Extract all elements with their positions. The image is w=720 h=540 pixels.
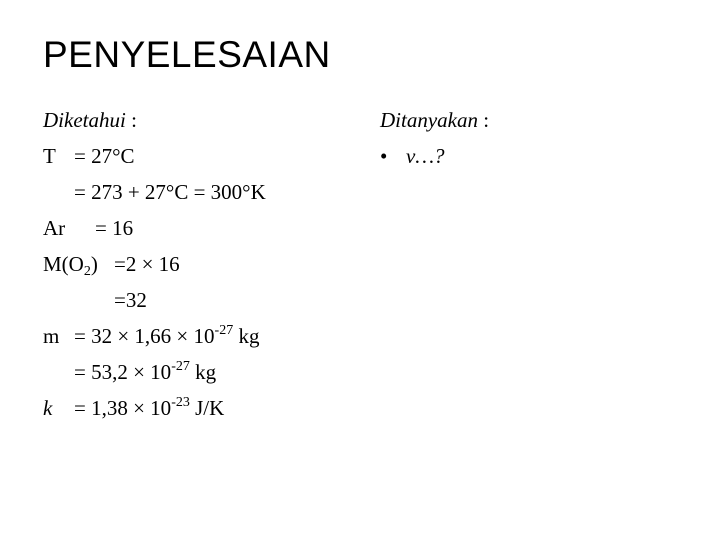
known-heading-row (43, 102, 137, 138)
boltzmann-unit: J/K (189, 396, 225, 420)
molecule-mass-result (74, 354, 216, 390)
temperature-conversion: = 273 + 27°C = 300°K (74, 180, 266, 204)
molar-mass-symbol (43, 246, 98, 282)
boltzmann-exponent: -23 (171, 395, 190, 410)
molecule-mass-value (74, 318, 259, 354)
temperature-row (43, 138, 137, 174)
molecule-mass-symbol: m (43, 324, 60, 348)
temperature-symbol: T (43, 144, 56, 168)
molecule-mass-prefix: = 32 × 1,66 × 10 (74, 324, 215, 348)
boltzmann-row (43, 390, 225, 426)
molecule-mass-unit: kg (233, 324, 260, 348)
atomic-mass-row (43, 210, 137, 246)
atomic-mass-symbol: Ar (43, 216, 66, 240)
asked-heading-row (380, 102, 489, 138)
molar-mass-row (43, 246, 180, 282)
molecule-mass-result-unit: kg (189, 360, 217, 384)
asked-section (380, 102, 489, 174)
molecule-mass-exponent: -27 (214, 323, 234, 338)
temperature-value: = 27°C (74, 144, 135, 168)
known-colon: : (131, 108, 137, 132)
molar-mass-result: =32 (114, 288, 147, 312)
molecule-mass-result-row (43, 354, 217, 390)
temperature-conversion-row (43, 174, 266, 210)
bullet-icon: • (380, 144, 388, 168)
molar-mass-subscript: 2 (83, 264, 91, 279)
boltzmann-value (74, 390, 224, 426)
molar-mass-result-row (43, 282, 147, 318)
asked-heading: Ditanyakan (380, 108, 478, 132)
molar-mass-symbol-suffix: ) (90, 252, 98, 276)
molecule-mass-result-exponent: -27 (171, 359, 190, 374)
boltzmann-prefix: = 1,38 × 10 (74, 396, 172, 420)
known-heading: Diketahui (43, 108, 126, 132)
page-title: PENYELESAIAN (43, 34, 331, 75)
asked-item-row (380, 138, 489, 174)
asked-colon: : (483, 108, 490, 132)
boltzmann-symbol: k (43, 396, 53, 420)
molar-mass-value: =2 × 16 (114, 252, 180, 276)
asked-item: v…? (406, 144, 445, 168)
molar-mass-symbol-prefix: M(O (43, 252, 84, 276)
molecule-mass-result-prefix: = 53,2 × 10 (74, 360, 172, 384)
atomic-mass-value: = 16 (95, 216, 134, 240)
